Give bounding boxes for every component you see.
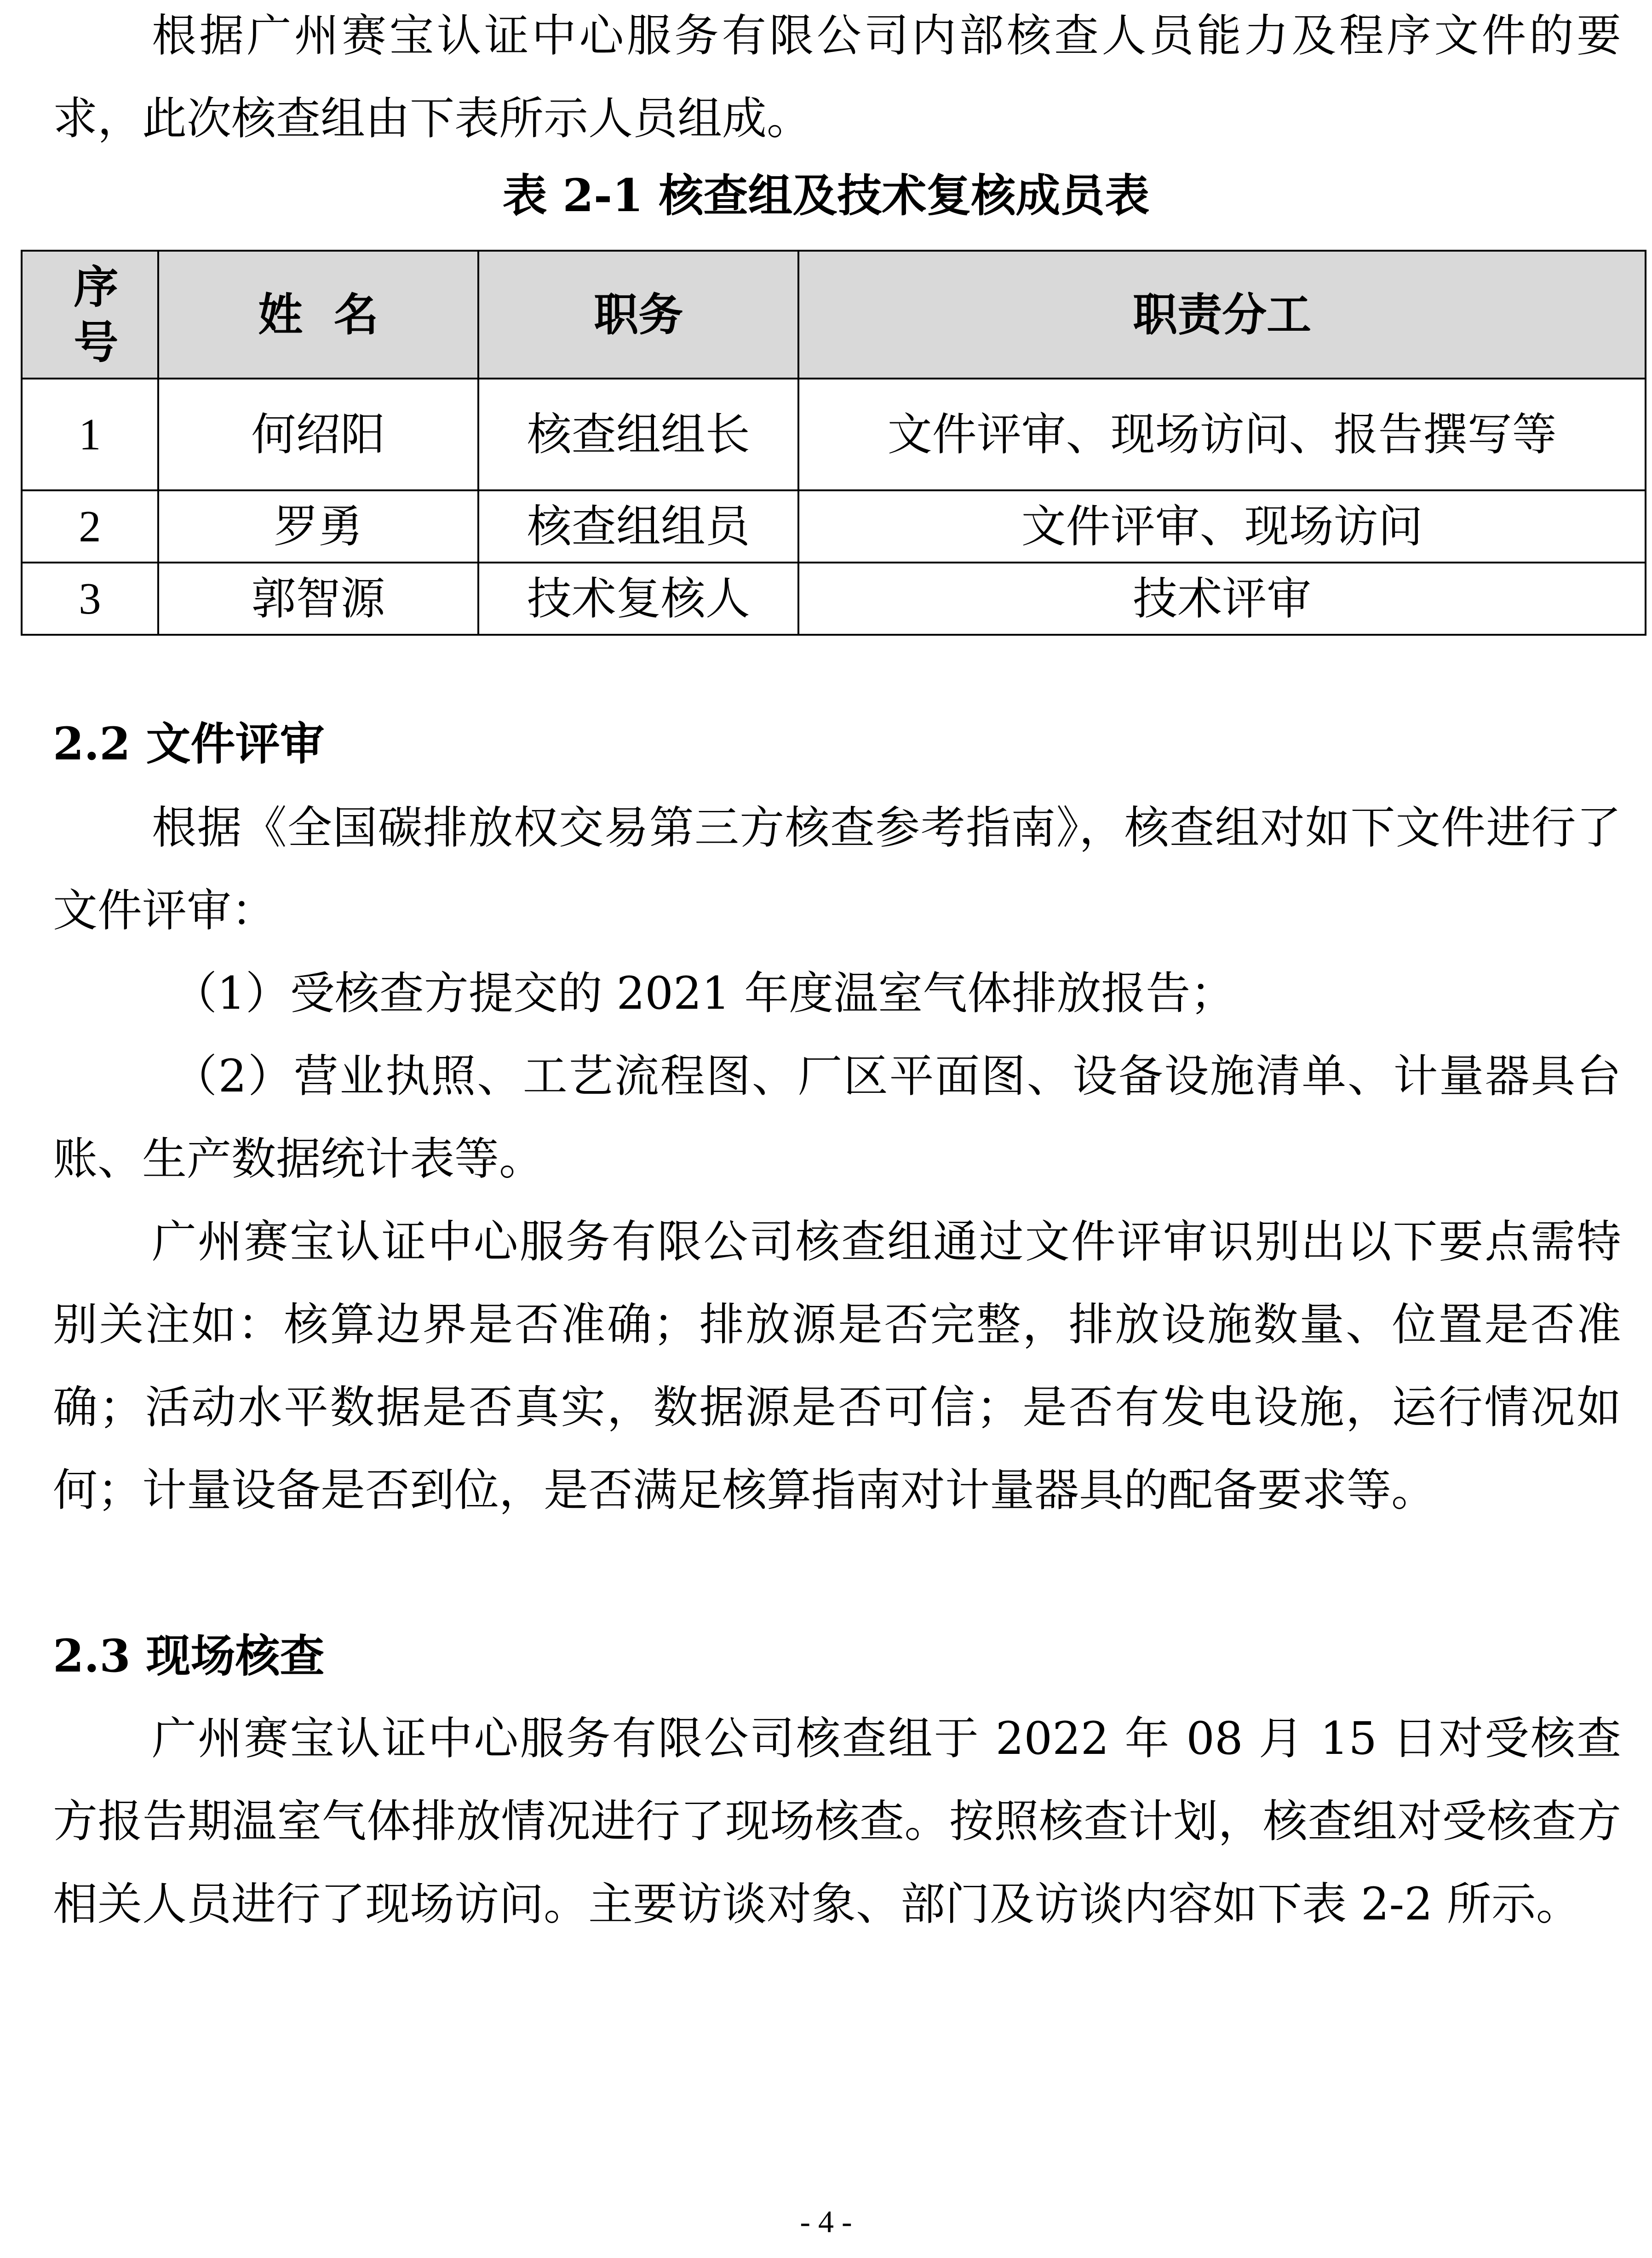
header-duties: 职责分工: [798, 251, 1646, 379]
cell-role: 核查组组长: [478, 379, 798, 490]
cell-name: 郭智源: [158, 563, 478, 635]
section-2-2-item-1: （1）受核查方提交的 2021 年度温室气体排放报告；: [172, 967, 1235, 1019]
cell-role: 核查组组员: [478, 490, 798, 563]
cell-name: 何绍阳: [158, 379, 478, 490]
section-2-3-paragraph-1: 广州赛宝认证中心服务有限公司核查组于 2022 年 08 月 15 日对受核查方报告期温室气体排放情况进行了现场核查。按照核查计划，核查组对受核查方相关人员进行了现场访问。主要访谈对象、部门及访谈内容如下表 2-2 所示。: [53, 1712, 1621, 1930]
cell-duties: 文件评审、现场访问: [798, 490, 1646, 563]
table-caption: 表 2-1 核查组及技术复核成员表: [502, 169, 1150, 222]
table-row: [22, 379, 1646, 490]
cell-index: 2: [22, 490, 158, 563]
header-index: 序号: [22, 251, 158, 379]
cell-name: 罗勇: [158, 490, 478, 563]
header-role: 职务: [478, 251, 798, 379]
cell-duties: 技术评审: [798, 563, 1646, 635]
section-2-2-paragraph-1: 根据《全国碳排放权交易第三方核查参考指南》，核查组对如下文件进行了文件评审：: [53, 802, 1621, 937]
page-number: - 4 -: [800, 2204, 852, 2239]
header-name: 姓 名: [158, 251, 478, 379]
cell-role: 技术复核人: [478, 563, 798, 635]
section-2-3-heading: 2.3 现场核查: [53, 1630, 325, 1682]
members-table: [21, 250, 1646, 636]
section-2-2-heading: 2.2 文件评审: [53, 718, 325, 770]
section-2-2-item-2: （2）营业执照、工艺流程图、厂区平面图、设备设施清单、计量器具台账、生产数据统计表等。: [53, 1050, 1621, 1185]
table-row: [22, 563, 1646, 635]
cell-index: 3: [22, 563, 158, 635]
cell-index: 1: [22, 379, 158, 490]
table-header-row: [22, 251, 1646, 379]
cell-duties: 文件评审、现场访问、报告撰写等: [798, 379, 1646, 490]
section-2-2-paragraph-2: 广州赛宝认证中心服务有限公司核查组通过文件评审识别出以下要点需特别关注如：核算边界是否准确；排放源是否完整，排放设施数量、位置是否准确；活动水平数据是否真实，数据源是否可信；是否有发电设施，运行情况如何；计量设备是否到位，是否满足核算指南对计量器具的配备要求等。: [53, 1216, 1621, 1516]
intro-paragraph: 根据广州赛宝认证中心服务有限公司内部核查人员能力及程序文件的要求，此次核查组由下表所示人员组成。: [53, 10, 1621, 144]
table-row: [22, 490, 1646, 563]
